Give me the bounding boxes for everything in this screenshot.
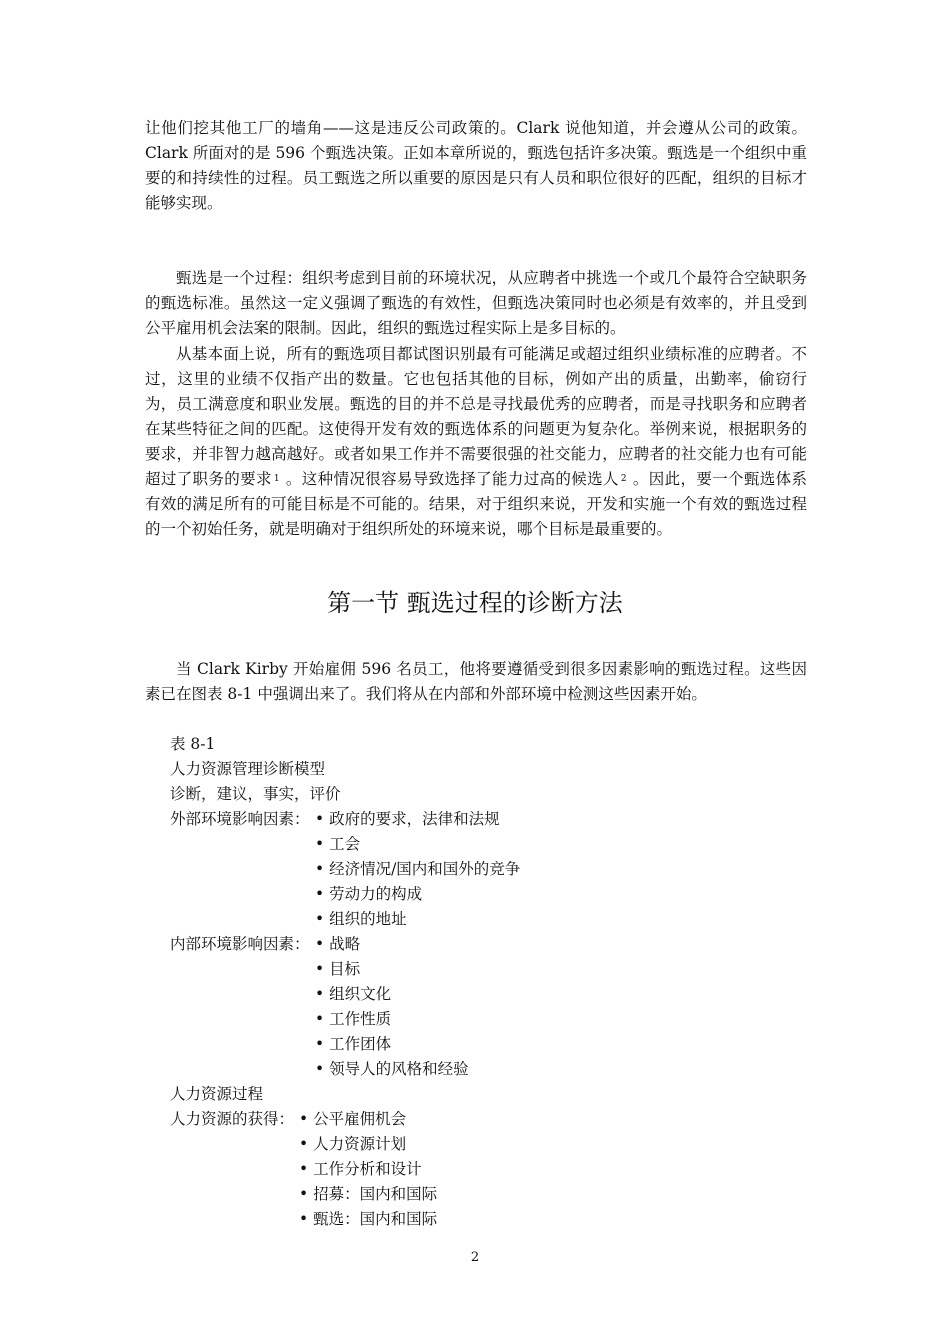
internal-factor-item: • 组织文化 [315, 985, 392, 1003]
performance-text-part1: 从基本面上说，所有的甄选项目都试图识别最有可能满足或超过组织业绩标准的应聘者。不过，这里的业绩不仅指产出的数量。它也包括其他的目标，例如产出的质量，出勤率，偷窃行为，员工满意度和职业发展。甄选的目的并不总是寻找最优秀的应聘者，而是寻找职务和应聘者在某些特征之间的匹配。这使得开发有效的甄选体系的问题更为复杂化。举例来说，根据职务的要求，并非智力越高越好。或者如果工作并不需要很强的社交能力，应聘者的社交能力也有可能超过了职务的要求 [145, 345, 807, 488]
hr-acquisition-item: • 人力资源计划 [299, 1135, 407, 1153]
table-subtitle: 诊断，建议，事实，评价 [170, 785, 341, 803]
performance-paragraph [145, 342, 807, 542]
footnote-marker-1: 1 [273, 474, 280, 484]
internal-factors-label: 内部环境影响因素： [170, 935, 310, 953]
table-label: 表 8-1 [170, 735, 216, 753]
performance-text-part3: 。因此，要一个甄选体系有效的满足所有的可能目标是不可能的。结果，对于组织来说，开发和实施一个有效的甄选过程的一个初始任务，就是明确对于组织所处的环境来说，哪个目标是最重要的。 [145, 470, 807, 538]
hr-process-heading: 人力资源过程 [170, 1085, 264, 1103]
hr-acquisition-item: • 公平雇佣机会 [299, 1110, 407, 1128]
section-heading: 第一节 甄选过程的诊断方法 [327, 589, 623, 617]
internal-factor-item: • 战略 [315, 935, 361, 953]
page-number: 2 [470, 1250, 480, 1265]
internal-factor-item: • 工作性质 [315, 1010, 392, 1028]
section-paragraph: 当 Clark Kirby 开始雇佣 596 名员工，他将要遵循受到很多因素影响的甄选过程。这些因素已在图表 8-1 中强调出来了。我们将从在内部和外部环境中检测这些因素开始。 [145, 660, 807, 703]
hr-acquisition-item: • 甄选：国内和国际 [299, 1210, 438, 1228]
external-factor-item: • 工会 [315, 835, 361, 853]
performance-text-part2: 。这种情况很容易导致选择了能力过高的候选人 [285, 470, 619, 488]
external-factor-item: • 组织的地址 [315, 910, 407, 928]
table-title: 人力资源管理诊断模型 [170, 760, 326, 778]
external-factor-item: • 经济情况/国内和国外的竞争 [315, 860, 521, 878]
hr-acquisition-item: • 工作分析和设计 [299, 1160, 422, 1178]
hr-acquisition-item: • 招募：国内和国际 [299, 1185, 438, 1203]
external-factors-label: 外部环境影响因素： [170, 810, 310, 828]
definition-paragraph: 甄选是一个过程：组织考虑到目前的环境状况，从应聘者中挑选一个或几个最符合空缺职务的甄选标准。虽然这一定义强调了甄选的有效性，但甄选决策同时也必须是有效率的，并且受到公平雇用机会法案的限制。因此，组织的甄选过程实际上是多目标的。 [145, 269, 807, 337]
footnote-marker-2: 2 [620, 474, 627, 484]
external-factor-item: • 政府的要求，法律和法规 [315, 810, 500, 828]
hr-acquisition-label: 人力资源的获得： [170, 1110, 295, 1128]
internal-factor-item: • 目标 [315, 960, 361, 978]
intro-paragraph: 让他们挖其他工厂的墙角——这是违反公司政策的。Clark 说他知道，并会遵从公司的政策。Clark 所面对的是 596 个甄选决策。正如本章所说的，甄选包括许多决策。甄选是一个组织中重要的和持续性的过程。员工甄选之所以重要的原因是只有人员和职位很好的匹配，组织的目标才能够实现。 [145, 119, 807, 212]
internal-factor-item: • 工作团体 [315, 1035, 392, 1053]
external-factor-item: • 劳动力的构成 [315, 885, 423, 903]
internal-factor-item: • 领导人的风格和经验 [315, 1060, 469, 1078]
